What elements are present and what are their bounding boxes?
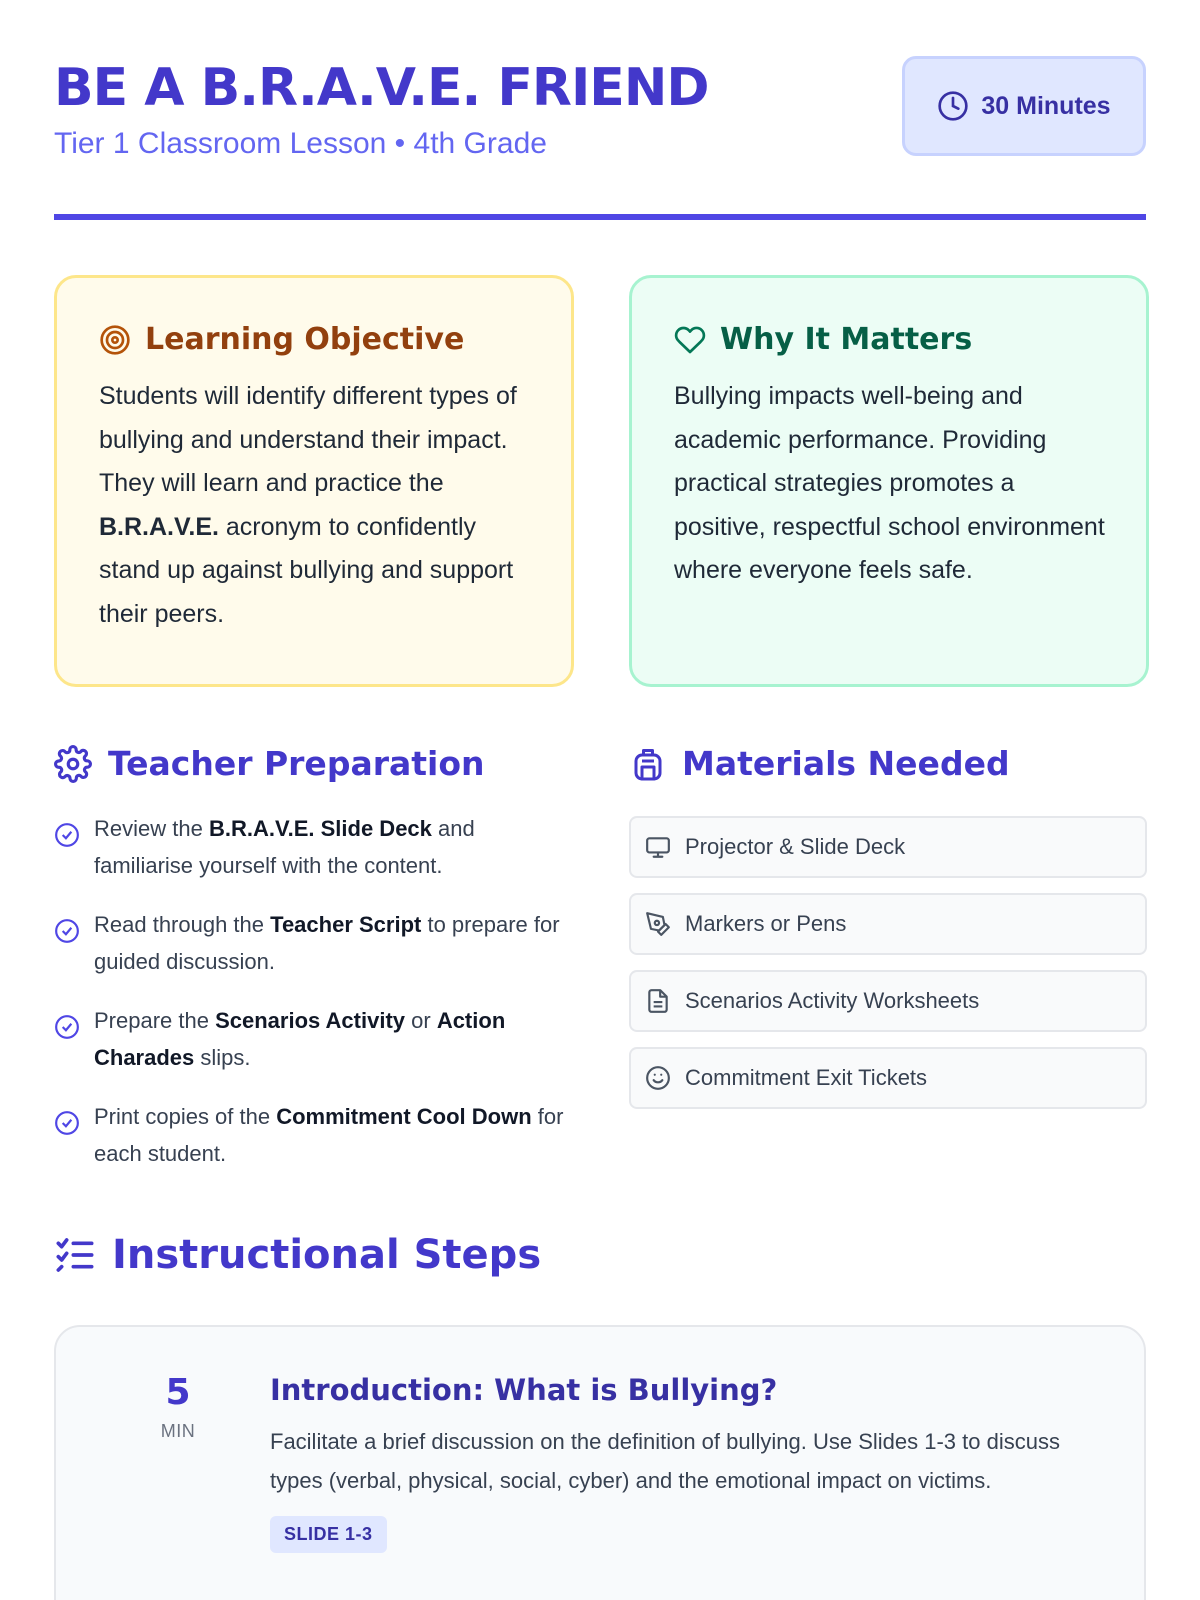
page-title: BE A B.R.A.V.E. FRIEND [54, 58, 709, 118]
step-card-introduction [54, 1325, 1146, 1600]
check-circle-icon [54, 1110, 80, 1136]
list-item: Prepare the Scenarios Activity or Action Charades slips. [54, 1002, 574, 1076]
why-it-matters-text: Bullying impacts well-being and academic performance. Providing practical strategies promotes a positive, respectful school environment where everyone feels safe. [674, 382, 1105, 584]
lesson-header [54, 56, 1146, 222]
list-item: Print copies of the Commitment Cool Down for each student. [54, 1098, 574, 1172]
header-divider [54, 214, 1146, 220]
material-item-projector: Projector & Slide Deck [629, 816, 1147, 878]
duration-badge [902, 56, 1146, 156]
instructional-steps-heading: Instructional Steps [112, 1232, 542, 1278]
materials-list [629, 816, 1147, 1124]
list-item: Review the B.R.A.V.E. Slide Deck and familiarise yourself with the content. [54, 810, 574, 884]
material-item-worksheets: Scenarios Activity Worksheets [629, 970, 1147, 1032]
material-item-markers: Markers or Pens [629, 893, 1147, 955]
check-circle-icon [54, 822, 80, 848]
check-circle-icon [54, 918, 80, 944]
check-circle-icon [54, 1014, 80, 1040]
why-it-matters-heading: Why It Matters [720, 322, 973, 357]
slide-tag: SLIDE 1-3 [270, 1516, 387, 1553]
instructional-steps-header [54, 1232, 541, 1278]
smiley-icon [645, 1065, 671, 1091]
step-description: Facilitate a brief discussion on the definition of bullying. Use Slides 1-3 to discuss types (verbal, physical, social, cyber) and the emotional impact on victims. [270, 1429, 1060, 1493]
materials-needed-heading: Materials Needed [682, 744, 1010, 783]
duration-label: 30 Minutes [981, 91, 1111, 120]
page-subtitle: Tier 1 Classroom Lesson • 4th Grade [54, 127, 547, 160]
teacher-preparation-header [54, 744, 485, 783]
document-icon [645, 988, 671, 1014]
pen-icon [645, 911, 671, 937]
why-it-matters-card [629, 275, 1149, 687]
step-duration: 5 MIN [160, 1372, 196, 1441]
material-item-exit-tickets: Commitment Exit Tickets [629, 1047, 1147, 1109]
target-icon [99, 324, 131, 356]
checklist-icon [54, 1235, 96, 1275]
materials-needed-header [630, 744, 1010, 783]
learning-objective-text: Students will identify different types of bullying and understand their impact. They will learn and practice the B.R.A.V.E. acronym to confidently stand up against bullying and support their peers. [99, 382, 517, 628]
list-item: Read through the Teacher Script to prepare for guided discussion. [54, 906, 574, 980]
teacher-preparation-heading: Teacher Preparation [108, 744, 485, 783]
learning-objective-heading: Learning Objective [145, 322, 465, 357]
heart-icon [674, 324, 706, 356]
teacher-preparation-list [54, 810, 574, 1194]
backpack-icon [630, 745, 666, 783]
clock-icon [937, 90, 969, 122]
learning-objective-card [54, 275, 574, 687]
gear-icon [54, 745, 92, 783]
monitor-icon [645, 834, 671, 860]
step-title: Introduction: What is Bullying? [270, 1373, 778, 1407]
